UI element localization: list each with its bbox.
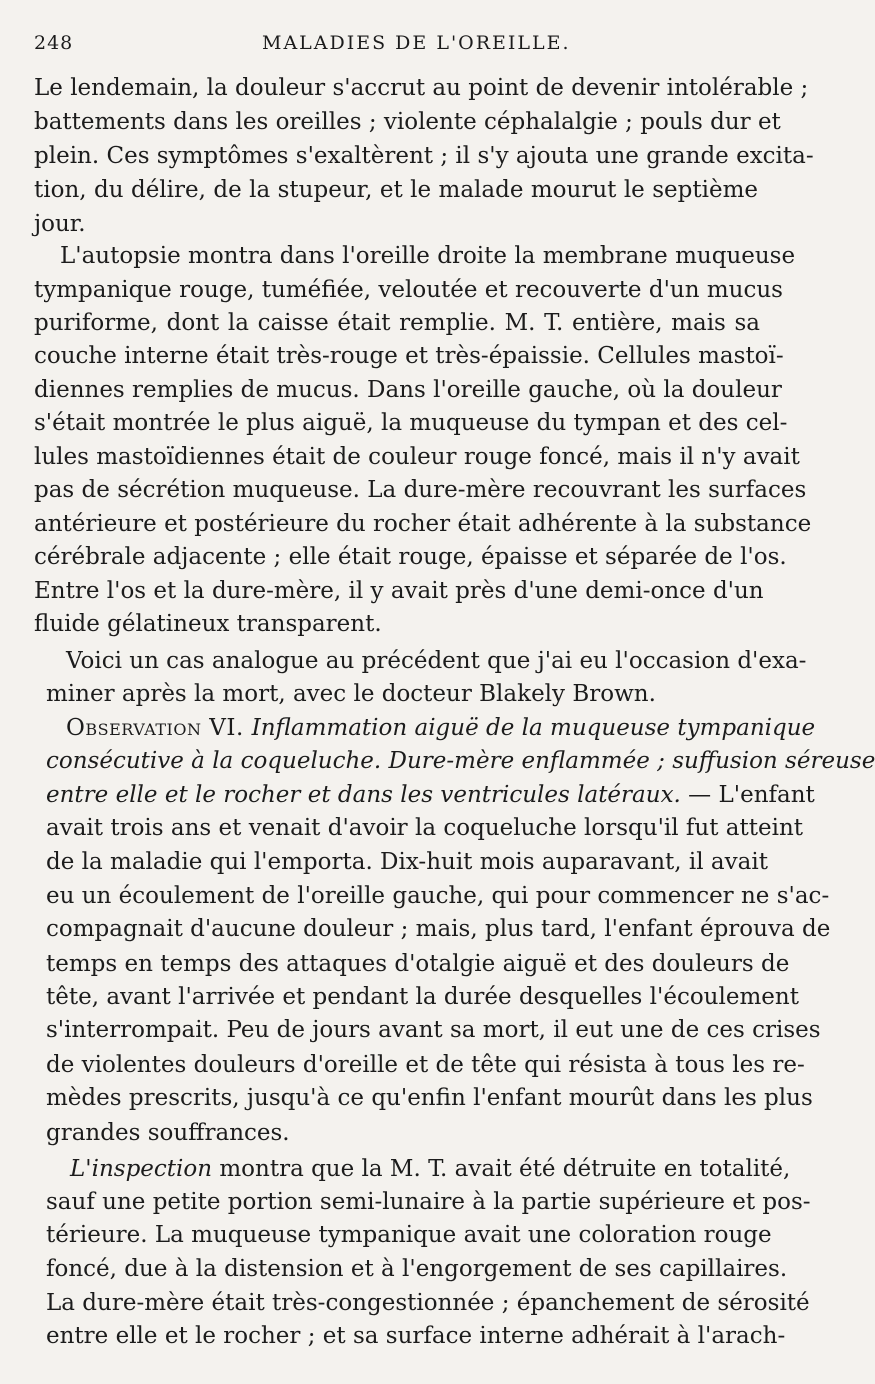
- text-line: [46, 846, 768, 879]
- text-line: [34, 174, 758, 207]
- text-segment: jour.: [34, 211, 86, 237]
- text-line: [34, 340, 784, 373]
- text-line: [34, 208, 104, 241]
- text-line: [46, 1253, 788, 1286]
- text-line: [46, 745, 875, 778]
- text-line: [46, 1186, 811, 1219]
- text-segment: eu un écoulement de l'oreille gauche, qui pour commencer ne s'ac-: [46, 883, 830, 909]
- text-line: [34, 407, 788, 440]
- text-segment: antérieure et postérieure du rocher était adhérente à la substance: [34, 511, 812, 537]
- text-segment: tête, avant l'arrivée et pendant la durée desquelles l'écoulement: [46, 984, 799, 1010]
- text-line: [34, 374, 782, 407]
- text-line: [34, 541, 787, 574]
- text-segment: cérébrale adjacente ; elle était rouge, épaisse et séparée de l'os.: [34, 544, 787, 570]
- text-line: [46, 1082, 813, 1115]
- text-line: [46, 948, 790, 981]
- text-line: [70, 1153, 791, 1186]
- text-line: [46, 1117, 290, 1150]
- text-line: [46, 1219, 772, 1252]
- text-line: [34, 140, 814, 173]
- text-line: [34, 72, 809, 105]
- text-segment: lules mastoïdiennes était de couleur rouge foncé, mais il n'y avait: [34, 444, 800, 470]
- text-segment: fluide gélatineux transparent.: [34, 611, 382, 637]
- running-title: MALADIES DE L'OREILLE.: [262, 32, 571, 54]
- text-segment: Le lendemain, la douleur s'accrut au point de devenir intolérable ;: [34, 75, 809, 101]
- text-line: [66, 712, 816, 745]
- text-segment: foncé, due à la distension et à l'engorgement de ses capillaires.: [46, 1256, 788, 1282]
- text-segment: tion, du délire, de la stupeur, et le malade mourut le septième: [34, 177, 758, 203]
- text-segment: La dure-mère était très-congestionnée ; épanchement de sérosité: [46, 1290, 810, 1316]
- text-segment: de violentes douleurs d'oreille et de tête qui résista à tous les re-: [46, 1052, 805, 1078]
- text-segment: entre elle et le rocher ; et sa surface interne adhérait à l'arach-: [46, 1323, 786, 1349]
- text-segment: compagnait d'aucune douleur ; mais, plus tard, l'enfant éprouva de: [46, 916, 831, 942]
- text-line: [46, 812, 804, 845]
- text-segment: mèdes prescrits, jusqu'à ce qu'enfin l'enfant mourût dans les plus: [46, 1085, 813, 1111]
- text-line: [46, 1049, 805, 1082]
- text-segment: avait trois ans et venait d'avoir la coqueluche lorsqu'il fut atteint: [46, 815, 804, 841]
- text-segment: s'interrompait. Peu de jours avant sa mort, il eut une de ces crises: [46, 1017, 821, 1043]
- text-line: [46, 678, 656, 711]
- text-line: [34, 608, 382, 641]
- text-line: [34, 508, 812, 541]
- page-header: [34, 32, 774, 60]
- text-segment: sauf une petite portion semi-lunaire à la partie supérieure et pos-: [46, 1189, 811, 1215]
- text-line: [34, 106, 781, 139]
- text-segment: entre elle et le rocher et dans les ventricules latéraux.: [46, 782, 681, 808]
- text-line: [34, 307, 760, 340]
- text-segment: térieure. La muqueuse tympanique avait une coloration rouge: [46, 1222, 772, 1248]
- text-line: [60, 240, 796, 273]
- text-segment: tympanique rouge, tuméfiée, veloutée et recouverte d'un mucus: [34, 277, 783, 303]
- text-line: [46, 1014, 821, 1047]
- text-line: [34, 441, 800, 474]
- text-segment: temps en temps des attaques d'otalgie aiguë et des douleurs de: [46, 951, 790, 977]
- text-segment: L'inspection: [70, 1156, 213, 1182]
- text-segment: Observation VI.: [66, 715, 252, 741]
- text-segment: couche interne était très-rouge et très-épaissie. Cellules mastoï-: [34, 343, 784, 369]
- text-segment: miner après la mort, avec le docteur Blakely Brown.: [46, 681, 656, 707]
- text-segment: Entre l'os et la dure-mère, il y avait près d'une demi-once d'un: [34, 578, 764, 604]
- text-line: [46, 779, 815, 812]
- text-segment: s'était montrée le plus aiguë, la muqueuse du tympan et des cel-: [34, 410, 788, 436]
- text-segment: diennes remplies de mucus. Dans l'oreille gauche, où la douleur: [34, 377, 782, 403]
- text-line: [34, 474, 807, 507]
- text-line: [46, 880, 830, 913]
- text-segment: consécutive à la coqueluche. Dure-mère enflammée ; suffusion séreuse: [46, 748, 875, 774]
- text-segment: de la maladie qui l'emporta. Dix-huit mois auparavant, il avait: [46, 849, 768, 875]
- text-line: [46, 1287, 810, 1320]
- text-segment: montra que la M. T. avait été détruite en totalité,: [212, 1156, 791, 1182]
- text-segment: L'autopsie montra dans l'oreille droite la membrane muqueuse: [60, 243, 796, 269]
- text-line: [46, 1320, 786, 1353]
- text-segment: Inflammation aiguë de la muqueuse tympanique: [251, 715, 816, 741]
- text-segment: puriforme, dont la caisse était remplie. M. T. entière, mais sa: [34, 310, 760, 336]
- text-line: [46, 913, 831, 946]
- text-segment: Voici un cas analogue au précédent que j'ai eu l'occasion d'exa-: [66, 648, 807, 674]
- text-line: [34, 274, 783, 307]
- text-segment: grandes souffrances.: [46, 1120, 290, 1146]
- text-line: [46, 981, 799, 1014]
- text-segment: plein. Ces symptômes s'exaltèrent ; il s'y ajouta une grande excita-: [34, 143, 814, 169]
- text-line: [34, 575, 764, 608]
- text-line: [66, 645, 807, 678]
- text-segment: — L'enfant: [680, 782, 815, 808]
- page-number: 248: [34, 32, 74, 54]
- text-segment: pas de sécrétion muqueuse. La dure-mère recouvrant les surfaces: [34, 477, 807, 503]
- text-segment: battements dans les oreilles ; violente céphalalgie ; pouls dur et: [34, 109, 781, 135]
